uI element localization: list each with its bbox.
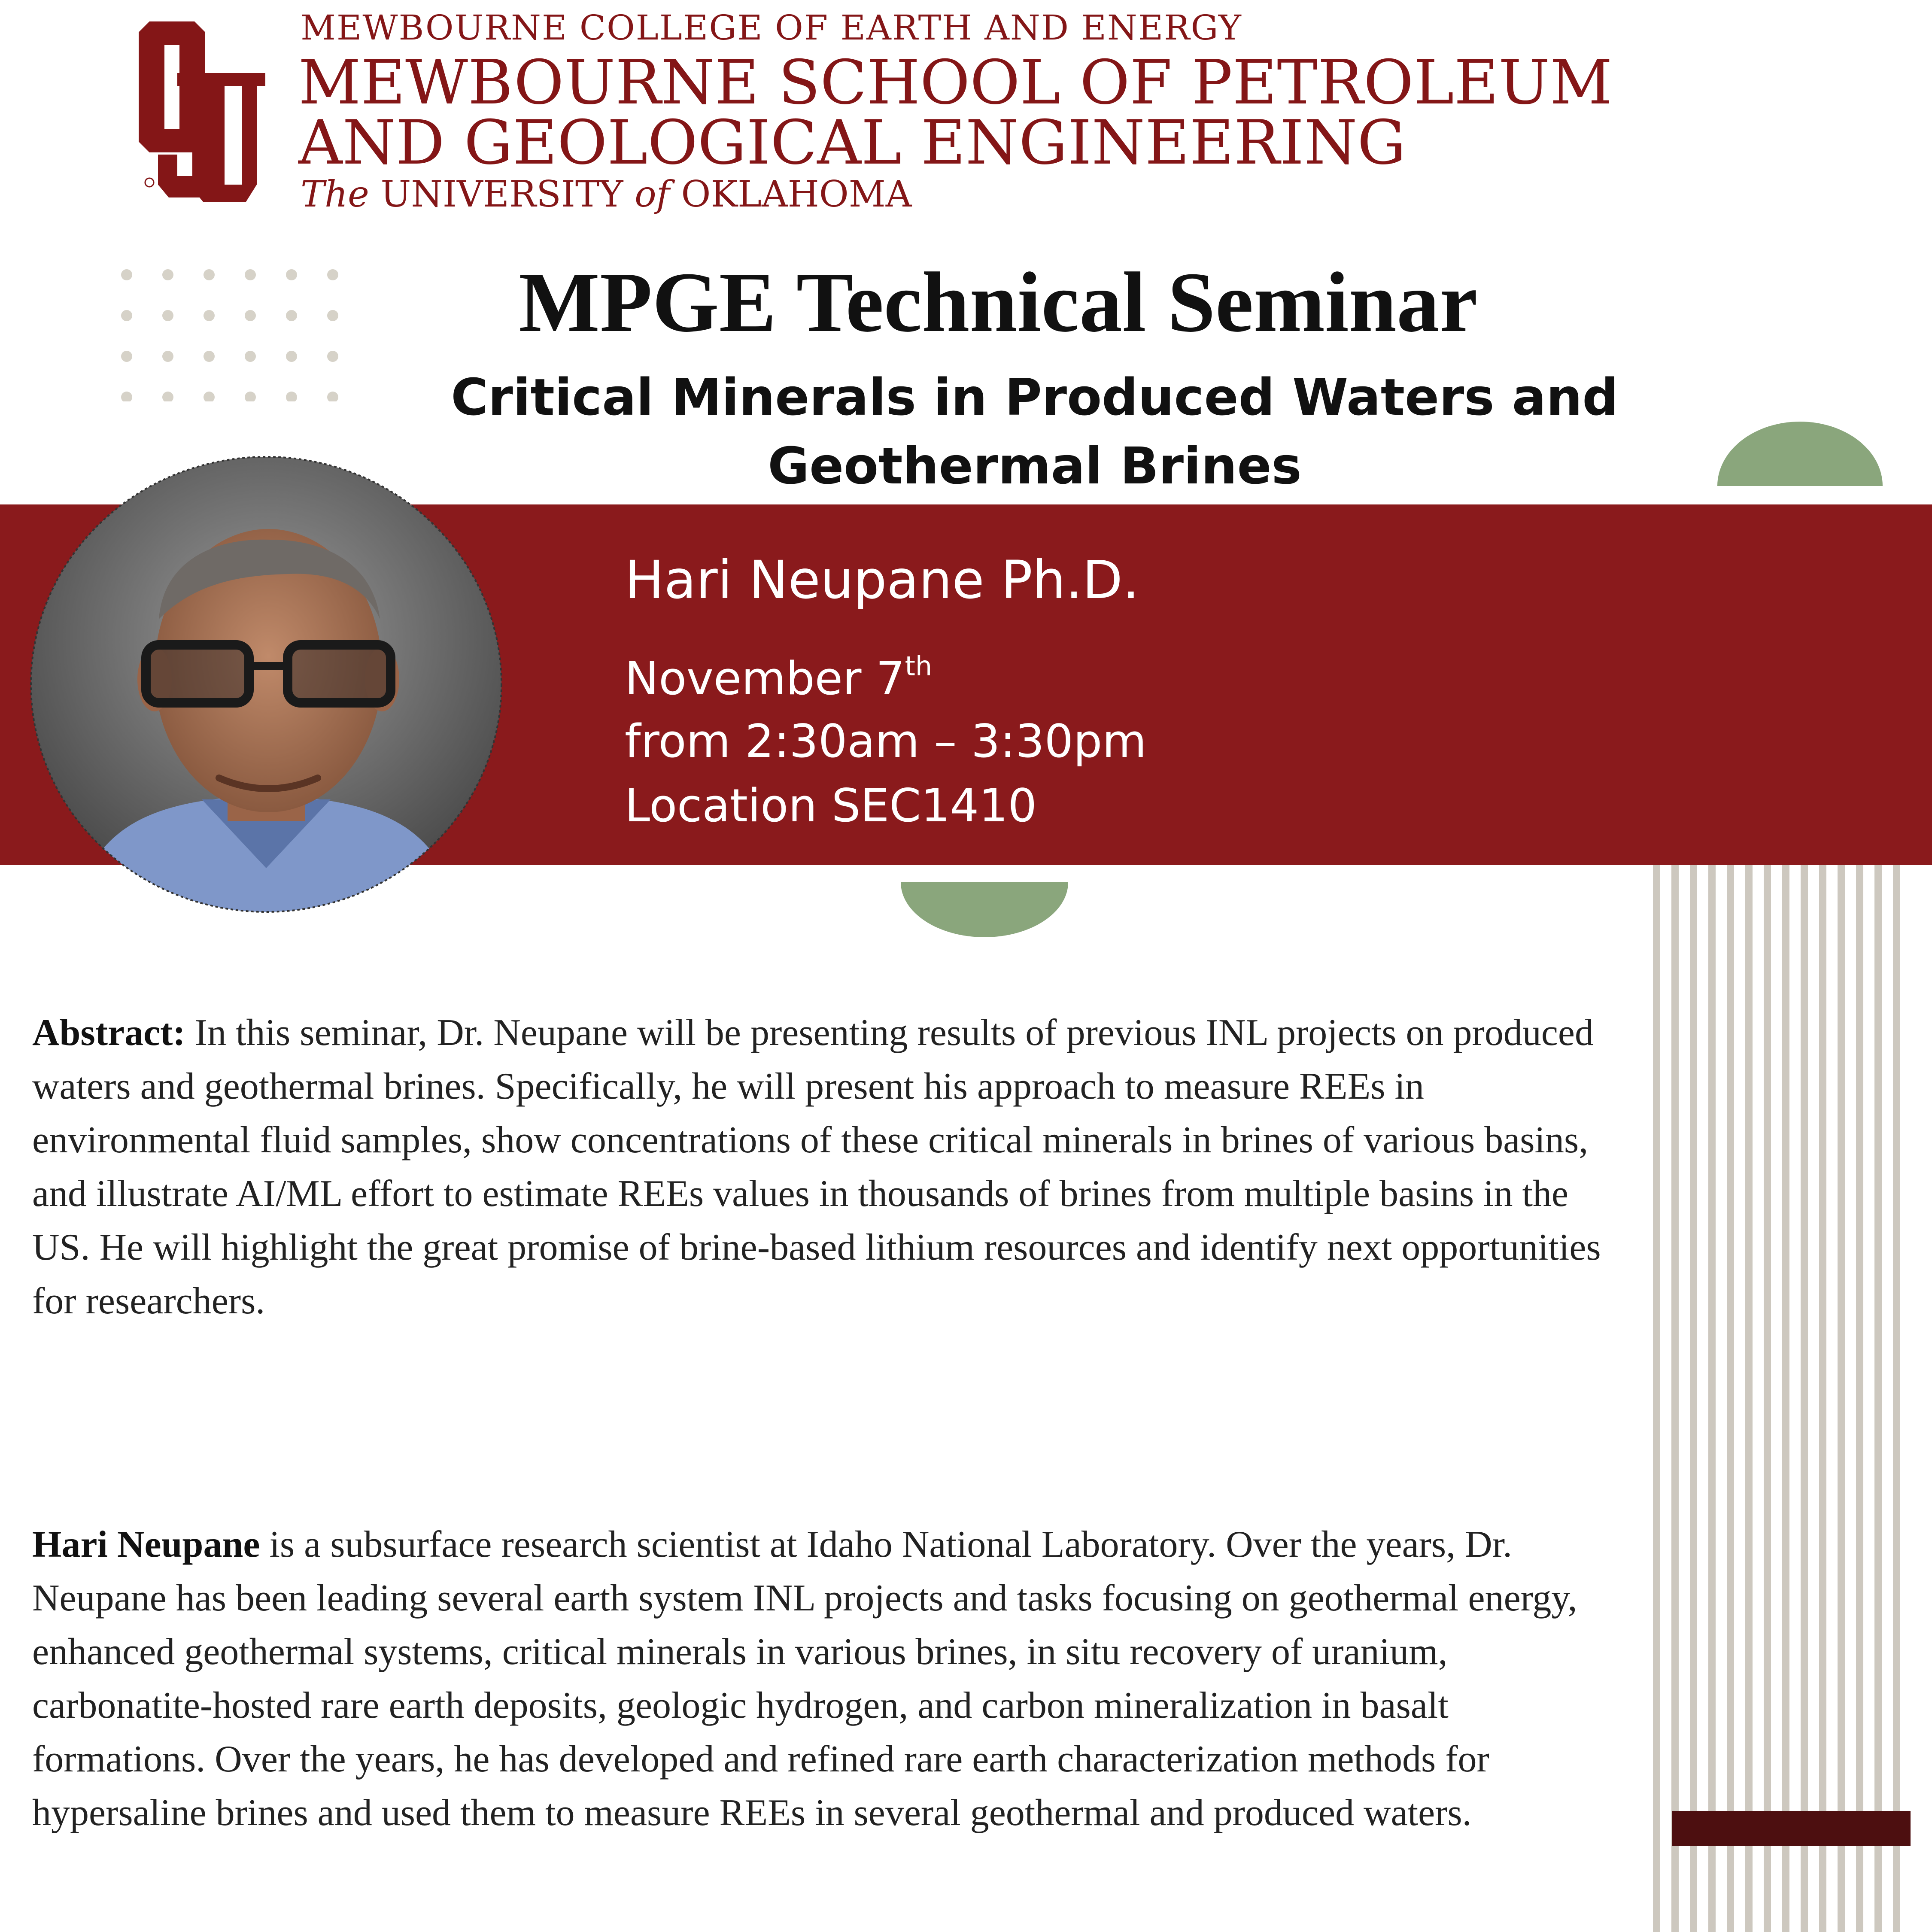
event-time: from 2:30am – 3:30pm	[625, 715, 1147, 768]
abstract-text: In this seminar, Dr. Neupane will be presenting results of previous INL projects on produced waters and geothermal brines. Specifically, he will present his approach to measure REEs in environmental fluid samples, show concentrations of these critical minerals in brines of various basins, and illustrate AI/ML effort to estimate REEs values in thousands of brines from multiple basins in the US. He will highlight the great promise of brine-based lithium resources and identify next opportunities for researchers.	[32, 1012, 1601, 1322]
bio-label: Hari Neupane	[32, 1524, 260, 1565]
school-name-line1: MEWBOURNE SCHOOL OF PETROLEUM	[298, 47, 1613, 118]
decorative-dot	[204, 351, 215, 362]
decorative-stripe	[1764, 865, 1771, 1932]
event-date-suffix: th	[905, 650, 933, 682]
university-of: of	[635, 173, 670, 215]
decorative-semicircle-bottom	[901, 882, 1068, 937]
event-location: Location SEC1410	[625, 779, 1037, 832]
school-name-line2: AND GEOLOGICAL ENGINEERING	[298, 107, 1406, 178]
university-name	[301, 173, 911, 215]
decorative-dot	[245, 351, 256, 362]
decorative-stripe	[1838, 865, 1845, 1932]
decorative-stripe	[1690, 865, 1697, 1932]
speaker-name: Hari Neupane Ph.D.	[625, 550, 1139, 611]
university-the: The	[301, 173, 369, 215]
abstract-paragraph	[32, 1006, 1629, 1328]
abstract-label: Abstract:	[32, 1012, 185, 1054]
university-state: OKLAHOMA	[681, 173, 912, 215]
decorative-dot	[204, 392, 215, 401]
decorative-dot	[162, 351, 173, 362]
decorative-dot	[162, 392, 173, 401]
bio-paragraph	[32, 1518, 1629, 1840]
decorative-stripe	[1708, 865, 1716, 1932]
decorative-stripe	[1782, 865, 1789, 1932]
decorative-stripe	[1893, 865, 1900, 1932]
ou-logo-icon	[119, 13, 276, 215]
decorative-stripe	[1727, 865, 1734, 1932]
decorative-stripes	[1653, 865, 1911, 1932]
decorative-stripe	[1874, 865, 1882, 1932]
decorative-dot	[121, 392, 132, 401]
decorative-stripe	[1819, 865, 1826, 1932]
bio-text: is a subsurface research scientist at Idaho National Laboratory. Over the years, Dr. Neupane has been leading several earth system INL projects and tasks focusing on geothermal energy, enhanced geothermal systems, critical minerals in various brines, in situ recovery of uranium, carbonatite-hosted rare earth deposits, geologic hydrogen, and carbon mineralization in basalt formations. Over the years, he has developed and refined rare earth characterization methods for hypersaline brines and used them to measure REEs in several geothermal and produced waters.	[32, 1524, 1577, 1834]
decorative-accent-bar	[1672, 1811, 1911, 1846]
talk-title: Critical Minerals in Produced Waters and Geothermal Brines	[451, 368, 1619, 495]
university-word: UNIVERSITY	[380, 173, 623, 215]
decorative-stripe	[1801, 865, 1808, 1932]
decorative-semicircle-top	[1717, 422, 1883, 486]
speaker-portrait	[30, 456, 502, 913]
decorative-stripe	[1671, 865, 1679, 1932]
decorative-dot	[286, 351, 297, 362]
decorative-stripe	[1856, 865, 1863, 1932]
decorative-dot	[327, 392, 338, 401]
seminar-title: MPGE Technical Seminar	[519, 255, 1478, 350]
decorative-stripe	[1745, 865, 1753, 1932]
event-date	[625, 650, 932, 705]
decorative-stripe	[1653, 865, 1660, 1932]
event-date-day: November 7	[625, 652, 905, 705]
decorative-dot	[327, 351, 338, 362]
decorative-dot	[286, 392, 297, 401]
decorative-dot	[121, 351, 132, 362]
decorative-dot	[245, 392, 256, 401]
college-name: MEWBOURNE COLLEGE OF EARTH AND ENERGY	[301, 8, 1242, 48]
